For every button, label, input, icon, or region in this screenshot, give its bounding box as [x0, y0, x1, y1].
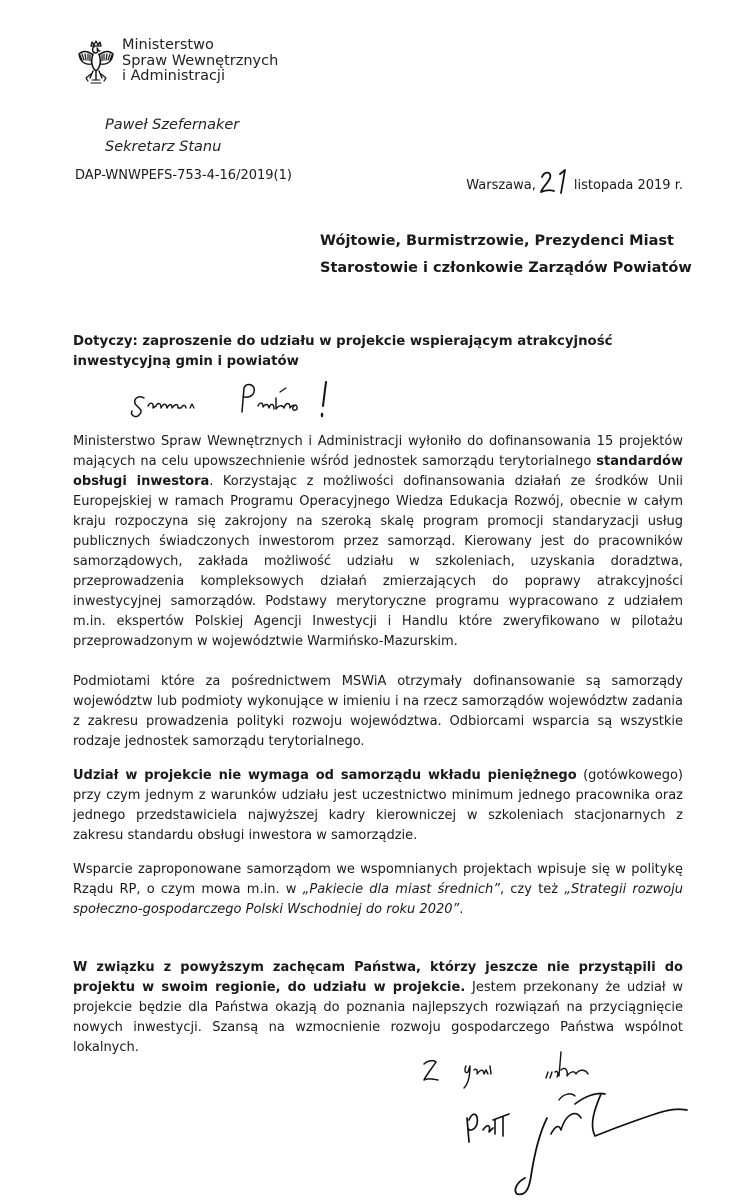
body-paragraph-3	[73, 766, 683, 846]
p3-text-b: (gotówkowego) przy czym jednym z warunków udziału jest uczestnictwo minimum jednego pracownika oraz jednego przedstawiciela najwyższej kadry kierowniczej w szkoleniach stacjonarnych z zakresu standardu obsługi inwestora w samorządzie.	[73, 768, 683, 843]
p3-bold-lead: Udział w projekcie nie wymaga od samorządu wkładu pieniężnego	[73, 768, 577, 783]
ministry-line-1: Ministerstwo	[122, 37, 214, 53]
handwritten-greeting	[130, 378, 345, 420]
ministry-line-2: Spraw Wewnętrznych	[122, 52, 279, 69]
reference-number: DAP-WNWPEFS-753-4-16/2019(1)	[75, 168, 292, 183]
signer-block	[105, 114, 239, 158]
ministry-line-3: i Administracji	[122, 68, 225, 84]
addressee-line-1: Wójtowie, Burmistrzowie, Prezydenci Miast	[320, 233, 674, 249]
date-line	[466, 167, 683, 193]
p4-italic-strategia: „Strategii rozwoju społeczno-gospodarczego Polski Wschodniej do roku 2020”	[73, 882, 683, 917]
addressee-block	[320, 228, 692, 282]
subject-line: Dotyczy: zaproszenie do udziału w projekcie wspierającym atrakcyjność inwestycyjną gmin i powiatów	[73, 334, 613, 369]
signer-name: Paweł Szefernaker	[105, 117, 240, 133]
p4-text-c: , czy też	[499, 882, 565, 897]
p4-text-e: .	[459, 902, 464, 917]
p4-text-a: Wsparcie zaproponowane samorządom we wspomnianych projektach wpisuje się w politykę Rządu RP, o czym mowa m.in. w	[73, 862, 683, 897]
signer-title: Sekretarz Stanu	[105, 139, 222, 155]
date-city: Warszawa,	[466, 178, 536, 193]
handwritten-signature	[455, 1090, 695, 1198]
body-paragraph-1	[73, 432, 683, 652]
ministry-name	[122, 38, 278, 85]
polish-eagle-emblem-icon	[77, 40, 115, 88]
p5-bold-lead: W związku z powyższym zachęcam Państwa, którzy jeszcze nie przystąpili do projektu w swoim regionie, do udziału w projekcie.	[73, 960, 683, 995]
p1-text-c: . Korzystając z możliwości dofinansowania działań ze środków Unii Europejskiej w ramach Programu Operacyjnego Wiedza Edukacja Rozwój, obecnie w całym kraju rozpoczyna się zakrojony na szeroką skalę program promocji standaryzacji usług publicznych świadczonych inwestorom przez samorząd. Kierowany jest do pracowników samorządowych, zakłada możliwość udziału w szkoleniach, uzyskania doradztwa, przeprowadzenia kompleksowych działań zmierzających do poprawy atrakcyjności inwestycyjnej samorządów. Podstawy merytoryczne programu wypracowano z udziałem m.in. ekspertów Polskiej Agencji Inwestycji i Handlu które zweryfikowano w pilotażu przeprowadzonym w województwie Warmińsko-Mazurskim.	[73, 474, 683, 649]
body-paragraph-4	[73, 860, 683, 920]
body-paragraph-2: Podmiotami które za pośrednictwem MSWiA otrzymały dofinansowanie są samorządy województw lub podmioty wykonujące w imieniu i na rzecz samorządów województw zadania z zakresu prowadzenia polityki rozwoju województwa. Odbiorcami wsparcia są wszystkie rodzaje jednostek samorządu terytorialnego.	[73, 674, 683, 749]
body-paragraph-5	[73, 958, 683, 1058]
date-month-year: listopada 2019 r.	[573, 178, 683, 193]
handwritten-closing	[418, 1048, 618, 1090]
p5-text-b: Jestem przekonany że udział w projekcie będzie dla Państwa okazją do poznania najlepszych rozwiązań na przyciągnięcie nowych inwestycji. Szansą na wzmocnienie rozwoju gospodarczego Państwa wspólnot lokalnych.	[73, 980, 683, 1055]
date-day-handwritten	[538, 169, 572, 195]
p1-bold-standards: standardów obsługi inwestora	[73, 454, 683, 489]
addressee-line-2: Starostowie i członkowie Zarządów Powiatów	[320, 260, 692, 276]
p4-italic-pakiet: „Pakiecie dla miast średnich”	[302, 882, 500, 897]
p1-text-a: Ministerstwo Spraw Wewnętrznych i Administracji wyłoniło do dofinansowania 15 projektów mających na celu upowszechnienie wśród jednostek samorządu terytorialnego	[73, 434, 683, 469]
